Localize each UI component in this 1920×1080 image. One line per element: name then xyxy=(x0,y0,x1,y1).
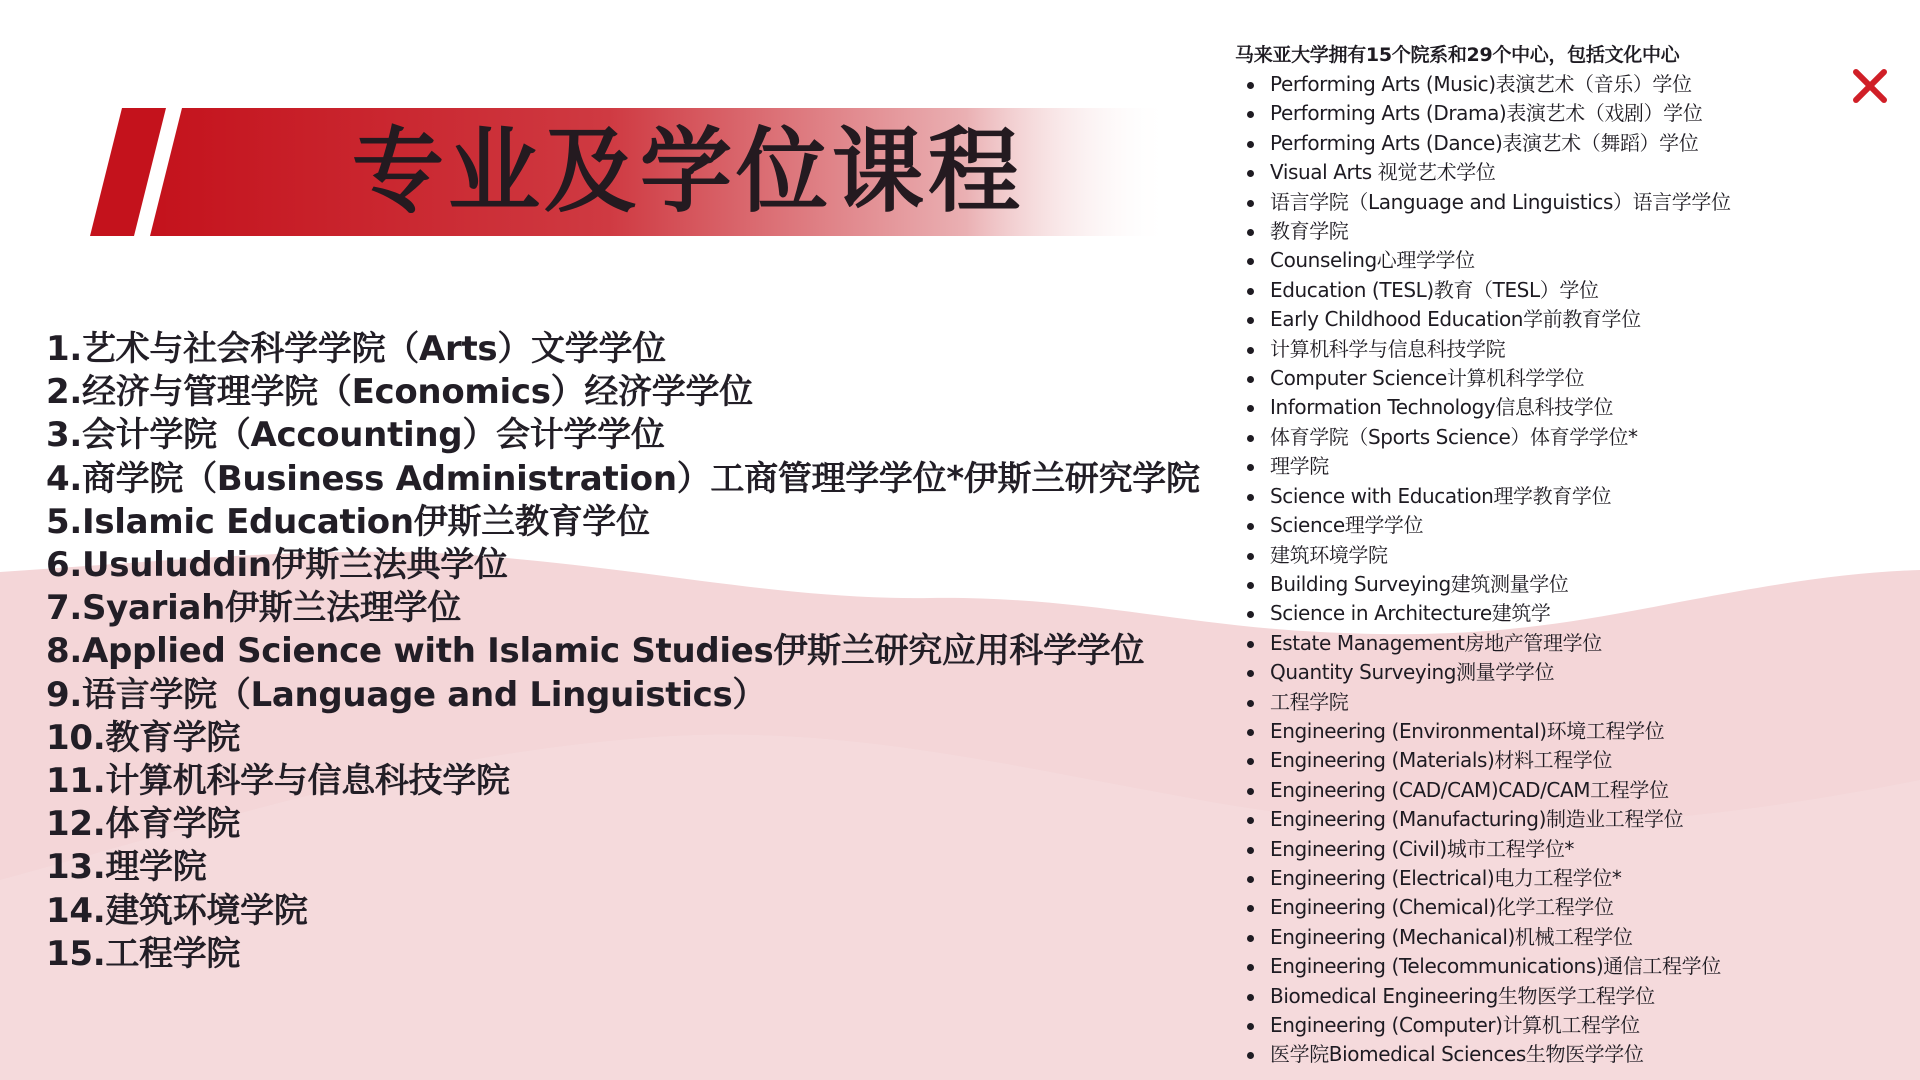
program-item-label: Early Childhood Education学前教育学位 xyxy=(1270,307,1641,332)
program-item xyxy=(1235,158,1835,187)
program-item xyxy=(1235,276,1835,305)
program-item-label: 工程学院 xyxy=(1270,689,1349,714)
bullet-icon xyxy=(1247,582,1254,589)
program-item xyxy=(1235,599,1835,628)
program-item-label: Science理学学位 xyxy=(1270,513,1424,538)
program-item xyxy=(1235,864,1835,893)
program-item-label: Engineering (CAD/CAM)CAD/CAM工程学位 xyxy=(1270,777,1669,802)
program-item-label: Science in Architecture建筑学 xyxy=(1270,601,1551,626)
program-item-label: Science with Education理学教育学位 xyxy=(1270,483,1612,508)
program-item xyxy=(1235,335,1835,364)
bullet-icon xyxy=(1247,288,1254,295)
program-item-label: Engineering (Telecommunications)通信工程学位 xyxy=(1270,954,1721,979)
program-item xyxy=(1235,482,1835,511)
bullet-icon xyxy=(1247,788,1254,795)
faculty-list xyxy=(46,328,1200,976)
program-item xyxy=(1235,129,1835,158)
faculty-item: 1.艺术与社会科学学院（Arts）文学学位 xyxy=(46,329,666,369)
program-item xyxy=(1235,893,1835,922)
bullet-icon xyxy=(1247,317,1254,324)
program-list xyxy=(1235,70,1835,1070)
banner-accent-bar xyxy=(90,108,166,236)
bullet-icon xyxy=(1247,376,1254,383)
bullet-icon xyxy=(1247,82,1254,89)
bullet-icon xyxy=(1247,905,1254,912)
program-item-label: 体育学院（Sports Science）体育学学位* xyxy=(1270,424,1638,449)
bullet-icon xyxy=(1247,700,1254,707)
faculty-item: 14.建筑环境学院 xyxy=(46,890,308,931)
program-item xyxy=(1235,393,1835,422)
bullet-icon xyxy=(1247,464,1254,471)
bullet-icon xyxy=(1247,994,1254,1001)
program-item-label: Estate Management房地产管理学位 xyxy=(1270,630,1602,655)
bullet-icon xyxy=(1247,670,1254,677)
faculty-item: 8.Applied Science with Islamic Studies伊斯兰研究应用科学学位 xyxy=(46,631,1145,672)
program-item-label: 语言学院（Language and Linguistics）语言学学位 xyxy=(1270,189,1731,214)
program-item xyxy=(1235,305,1835,334)
program-item xyxy=(1235,1011,1835,1040)
program-item-label: Biomedical Engineering生物医学工程学位 xyxy=(1270,983,1655,1008)
program-item-label: Education (TESL)教育（TESL）学位 xyxy=(1270,277,1599,302)
program-item-label: Counseling心理学学位 xyxy=(1270,248,1475,273)
bullet-icon xyxy=(1247,1052,1254,1059)
faculty-item: 2.经济与管理学院（Economics）经济学学位 xyxy=(46,372,753,413)
bullet-icon xyxy=(1247,258,1254,265)
program-item xyxy=(1235,364,1835,393)
program-item-label: Engineering (Materials)材料工程学位 xyxy=(1270,748,1613,773)
program-item xyxy=(1235,805,1835,834)
faculty-item: 6.Usuluddin伊斯兰法典学位 xyxy=(46,545,508,586)
program-item xyxy=(1235,188,1835,217)
faculty-item: 15.工程学院 xyxy=(46,933,241,974)
program-item-label: 理学院 xyxy=(1270,454,1329,479)
program-item-label: Performing Arts (Dance)表演艺术（舞蹈）学位 xyxy=(1270,130,1699,155)
program-item-label: Performing Arts (Music)表演艺术（音乐）学位 xyxy=(1270,72,1692,96)
close-x-icon xyxy=(1848,64,1892,108)
program-item-label: Engineering (Manufacturing)制造业工程学位 xyxy=(1270,807,1684,832)
bullet-icon xyxy=(1247,141,1254,148)
bullet-icon xyxy=(1247,200,1254,207)
program-item xyxy=(1235,776,1835,805)
bullet-icon xyxy=(1247,758,1254,765)
program-item-label: Engineering (Electrical)电力工程学位* xyxy=(1270,865,1622,890)
faculty-item: 4.商学院（Business Administration）工商管理学学位*伊斯兰研究学院 xyxy=(46,458,1200,499)
bullet-icon xyxy=(1247,170,1254,177)
program-item xyxy=(1235,246,1835,275)
program-item-label: Quantity Surveying测量学学位 xyxy=(1270,660,1555,685)
program-item-label: 医学院Biomedical Sciences生物医学学位 xyxy=(1270,1042,1644,1067)
program-item xyxy=(1235,717,1835,746)
bullet-icon xyxy=(1247,405,1254,412)
bullet-icon xyxy=(1247,641,1254,648)
program-item-label: Visual Arts 视觉艺术学位 xyxy=(1270,160,1496,185)
program-item-label: Engineering (Mechanical)机械工程学位 xyxy=(1270,924,1633,949)
bullet-icon xyxy=(1247,876,1254,883)
program-item-label: 建筑环境学院 xyxy=(1270,542,1388,567)
program-item xyxy=(1235,835,1835,864)
program-item xyxy=(1235,99,1835,128)
program-item-label: Engineering (Environmental)环境工程学位 xyxy=(1270,718,1665,743)
program-item xyxy=(1235,982,1835,1011)
program-item xyxy=(1235,511,1835,540)
program-item xyxy=(1235,423,1835,452)
program-item xyxy=(1235,629,1835,658)
bullet-icon xyxy=(1247,553,1254,560)
program-item-label: 计算机科学与信息科技学院 xyxy=(1270,336,1506,361)
faculty-item: 11.计算机科学与信息科技学院 xyxy=(46,761,510,802)
program-item-label: Engineering (Civil)城市工程学位* xyxy=(1270,836,1575,861)
close-button[interactable] xyxy=(1848,64,1892,108)
program-item xyxy=(1235,923,1835,952)
faculty-item: 3.会计学院（Accounting）会计学学位 xyxy=(46,415,665,456)
faculty-item: 9.语言学院（Language and Linguistics） xyxy=(46,674,767,715)
bullet-icon xyxy=(1247,494,1254,501)
bullet-icon xyxy=(1247,729,1254,736)
faculty-item: 5.Islamic Education伊斯兰教育学位 xyxy=(46,501,650,542)
program-item xyxy=(1235,952,1835,981)
bullet-icon xyxy=(1247,523,1254,530)
faculty-item: 12.体育学院 xyxy=(46,804,241,845)
program-item xyxy=(1235,570,1835,599)
program-panel-heading: 马来亚大学拥有15个院系和29个中心，包括文化中心 xyxy=(1235,44,1680,66)
program-item-label: Information Technology信息科技学位 xyxy=(1270,395,1613,420)
bullet-icon xyxy=(1247,1023,1254,1030)
program-item-label: Performing Arts (Drama)表演艺术（戏剧）学位 xyxy=(1270,101,1703,126)
page-title: 专业及学位课程 xyxy=(352,118,1025,225)
program-item xyxy=(1235,541,1835,570)
title-banner xyxy=(90,108,1170,236)
bullet-icon xyxy=(1247,347,1254,354)
bullet-icon xyxy=(1247,611,1254,618)
program-item-label: Building Surveying建筑测量学位 xyxy=(1270,571,1569,596)
program-item-label: 教育学院 xyxy=(1270,219,1349,244)
program-item xyxy=(1235,1040,1835,1069)
program-item xyxy=(1235,452,1835,481)
bullet-icon xyxy=(1247,111,1254,118)
bullet-icon xyxy=(1247,435,1254,442)
program-panel xyxy=(1235,42,1835,1070)
program-item xyxy=(1235,688,1835,717)
bullet-icon xyxy=(1247,817,1254,824)
program-item xyxy=(1235,746,1835,775)
program-item-label: Engineering (Chemical)化学工程学位 xyxy=(1270,895,1614,920)
program-item-label: Engineering (Computer)计算机工程学位 xyxy=(1270,1013,1640,1037)
program-item xyxy=(1235,217,1835,246)
bullet-icon xyxy=(1247,964,1254,971)
faculty-item: 7.Syariah伊斯兰法理学位 xyxy=(46,588,461,629)
bullet-icon xyxy=(1247,847,1254,854)
program-item-label: Computer Science计算机科学学位 xyxy=(1270,366,1585,391)
faculty-item: 13.理学院 xyxy=(46,847,207,888)
faculty-item: 10.教育学院 xyxy=(46,717,241,758)
program-item xyxy=(1235,70,1835,99)
bullet-icon xyxy=(1247,229,1254,236)
bullet-icon xyxy=(1247,935,1254,942)
program-item xyxy=(1235,658,1835,687)
